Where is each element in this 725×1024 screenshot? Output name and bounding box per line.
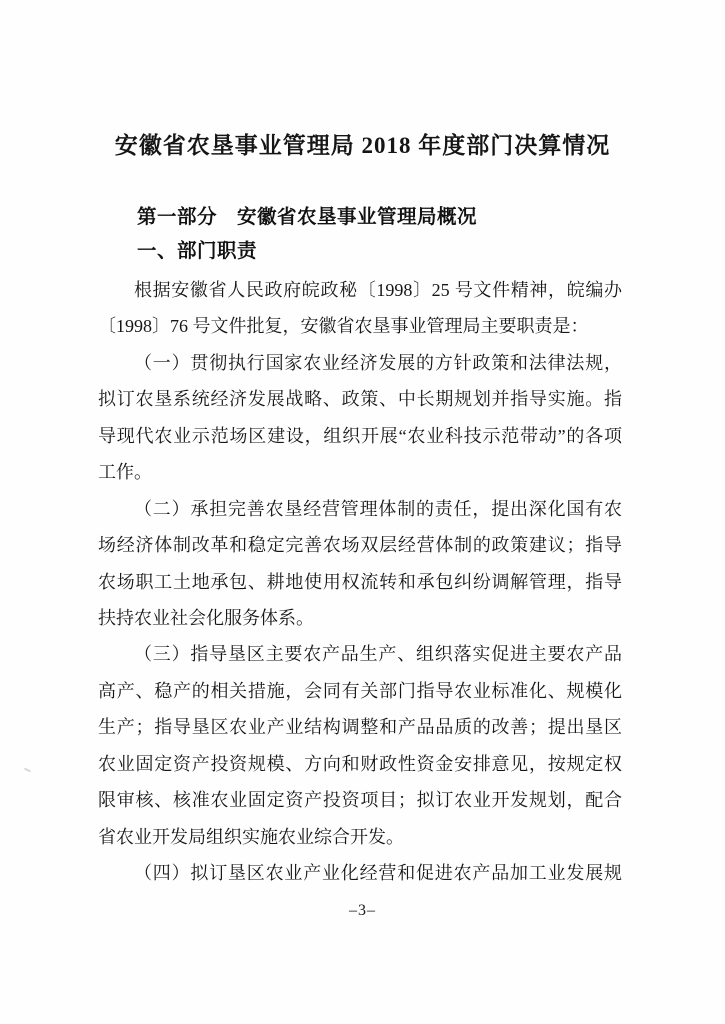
document-title: 安徽省农垦事业管理局 2018 年度部门决算情况: [114, 133, 611, 158]
body-line: 省农业开发局组织实施农业综合开发。: [98, 826, 404, 847]
section-heading: 第一部分 安徽省农垦事业管理局概况: [137, 206, 478, 228]
body-line: 导现代农业示范场区建设，组织开展“农业科技示范带动”的各项: [98, 425, 622, 446]
body-line: （一）贯彻执行国家农业经济发展的方针政策和法律法规，: [134, 352, 622, 373]
body-line: 限审核、核准农业固定资产投资项目；拟订农业开发规划，配合: [98, 790, 622, 811]
body-line: 高产、稳产的相关措施，会同有关部门指导农业标准化、规模化: [98, 680, 622, 701]
body-line: （二）承担完善农垦经营管理体制的责任，提出深化国有农: [134, 498, 622, 519]
scan-artifact: [24, 768, 31, 773]
body-line: 工作。: [98, 462, 152, 483]
body-line: 〔1998〕76 号文件批复，安徽省农垦事业管理局主要职责是：: [98, 316, 589, 337]
body-line: 生产；指导垦区农业产业结构调整和产品品质的改善；提出垦区: [98, 717, 622, 738]
body-line: （三）指导垦区主要农产品生产、组织落实促进主要农产品: [134, 644, 622, 665]
document-body: [98, 272, 622, 891]
subsection-heading: 一、部门职责: [137, 240, 258, 262]
page-number: –3–: [349, 902, 376, 919]
body-line: 拟订农垦系统经济发展战略、政策、中长期规划并指导实施。指: [98, 389, 622, 410]
body-line: 农场职工土地承包、耕地使用权流转和承包纠纷调解管理，指导: [98, 571, 622, 592]
body-line: （四）拟订垦区农业产业化经营和促进农产品加工业发展规: [134, 863, 622, 883]
body-line: 根据安徽省人民政府皖政秘〔1998〕25 号文件精神，皖编办: [134, 280, 622, 300]
body-line: 农业固定资产投资规模、方向和财政性资金安排意见，按规定权: [98, 753, 622, 774]
body-line: 场经济体制改革和稳定完善农场双层经营体制的政策建议；指导: [98, 535, 622, 556]
body-line: 扶持农业社会化服务体系。: [98, 607, 314, 628]
